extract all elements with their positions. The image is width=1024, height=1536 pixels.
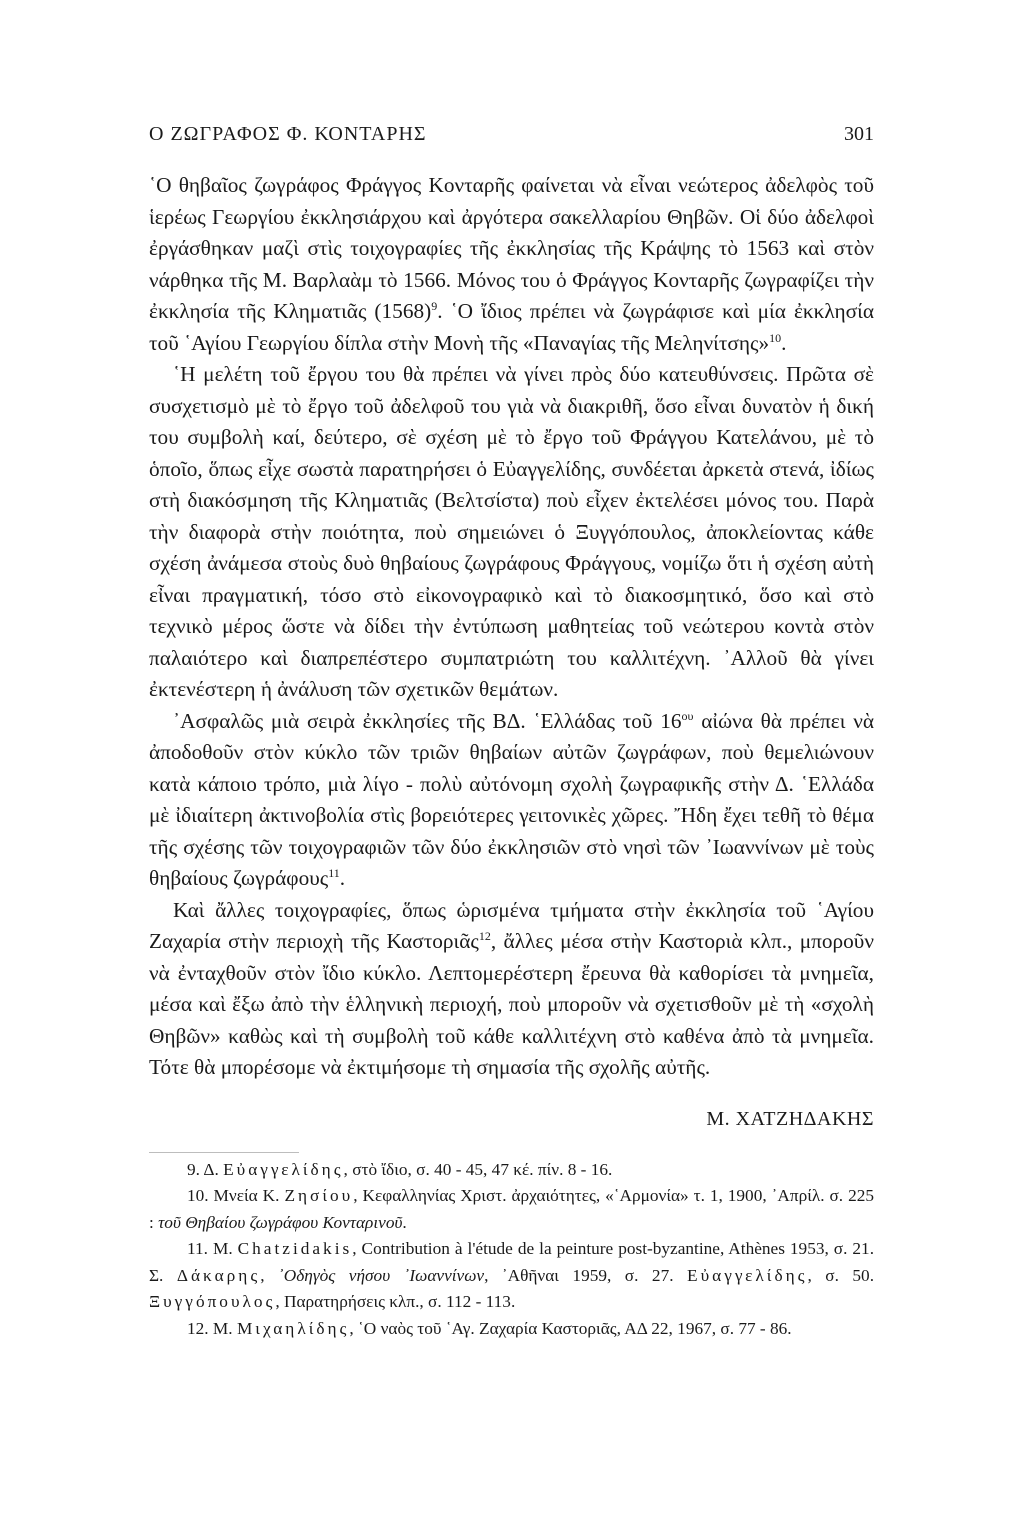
footnote-12-text: , ῾Ο ναὸς τοῦ ῾Αγ. Ζαχαρία Καστοριᾶς, ΑΔ 22, 1967, σ. 77 - 86.: [349, 1318, 792, 1338]
footnote-9-author: Εὐαγγελίδης: [223, 1159, 344, 1179]
century-superscript: ου: [681, 708, 694, 723]
footnote-10: [149, 1183, 874, 1236]
paragraph-1-text-a: ῾Ο θηβαῖος ζωγράφος Φράγγος Κονταρῆς φαίνεται νὰ εἶναι νεώτερος ἀδελφὸς τοῦ ἱερέως Γεωργίου ἐκκλησιάρχου καὶ ἀργότερα σακελλαρίου Θηβῶν. Οἱ δύο ἀδελφοὶ ἐργάσθηκαν μαζὶ στὶς τοιχογραφίες τῆς ἐκκλησίας τῆς Κράψης τὸ 1563 καὶ στὸν νάρθηκα τῆς Μ. Βαρλαὰμ τὸ 1566. Μόνος του ὁ Φράγγος Κονταρῆς ζωγραφίζει τὴν ἐκκλησία τῆς Κληματιᾶς (1568): [149, 173, 874, 323]
paragraph-1: [149, 170, 874, 359]
running-title: Ο ΖΩΓΡΑΦΟΣ Φ. ΚΟΝΤΑΡΗΣ: [149, 123, 427, 145]
footnote-12-author: Μιχαηλίδης: [236, 1318, 350, 1338]
footnote-divider: [149, 1152, 299, 1153]
footnote-ref-10: 10: [769, 330, 782, 345]
page-number: 301: [844, 123, 874, 145]
footnote-11: [149, 1236, 874, 1316]
footnote-11-text-4: , σ. 50.: [807, 1265, 875, 1285]
footnotes: [149, 1157, 874, 1343]
footnote-9: [149, 1157, 874, 1184]
paragraph-4-text-b: , ἄλλες μέσα στὴν Καστοριὰ κλπ., μποροῦν νὰ ἐνταχθοῦν στὸν ἴδιο κύκλο. Λεπτομερέστερη ἔρευνα θὰ καθορίσει τὰ μνημεῖα, μέσα καὶ ἔξω ἀπὸ τὴν ἑλληνικὴ περιοχή, ποὺ μποροῦν νὰ σχετισθοῦν μὲ τὴ «σχολὴ Θηβῶν» καθὼς καὶ τὴ συμβολὴ τοῦ κάθε καλλιτέχνη στὸ καθένα ἀπὸ τὰ μνημεῖα. Τότε θὰ μπορέσομε νὰ ἐκτιμήσομε τὴ σημασία τῆς σχολῆς αὐτῆς.: [149, 929, 874, 1079]
footnote-11-author-4: Ξυγγόπουλος: [149, 1292, 276, 1311]
footnote-10-italic: τοῦ Θηβαίου ζωγράφου Κονταρινοῦ: [158, 1212, 403, 1232]
footnote-11-end: , Παρατηρήσεις κλπ., σ. 112 - 113.: [275, 1292, 516, 1311]
paragraph-3: [149, 706, 874, 895]
paragraph-1-text-b: . ῾Ο ἴδιος πρέπει νὰ ζωγράφισε καὶ μία ἐκκλησία τοῦ ῾Αγίου Γεωργίου δίπλα στὴν Μονὴ τῆς «Παναγίας τῆς Μεληνίτσης»: [149, 299, 875, 355]
paragraph-1-text-c: .: [781, 330, 787, 355]
footnote-11-text-2: ,: [260, 1265, 278, 1285]
footnote-11-author-2: Δάκαρης: [176, 1265, 261, 1285]
footnote-11-author-3: Εὐαγγελίδης: [687, 1265, 808, 1285]
footnote-9-text: , στὸ ἴδιο, σ. 40 - 45, 47 κέ. πίν. 8 - 16.: [343, 1159, 613, 1179]
footnote-10-text: , Κεφαλληνίας Χριστ. ἀρχαιότητες, «῾Αρμονία» τ. 1, 1900, ᾿Απρίλ. σ. 225 :: [149, 1186, 875, 1232]
paragraph-2: ῾Η μελέτη τοῦ ἔργου του θὰ πρέπει νὰ γίνει πρὸς δύο κατευθύνσεις. Πρῶτα σὲ συσχετισμὸ μὲ τὸ ἔργο τοῦ ἀδελφοῦ του γιὰ νὰ διακριθῆ, ὅσο εἶναι δυνατὸν ἡ δική του συμβολὴ καί, δεύτερο, σὲ σχέση μὲ τὸ ἔργο τοῦ Φράγγου Κατελάνου, μὲ τὸ ὁποῖο, ὅπως εἶχε σωστὰ παρατηρήσει ὁ Εὐαγγελίδης, συνδέεται ἀρκετὰ στενά, ἰδίως στὴ διακόσμηση τῆς Κληματιᾶς (Βελτσίστα) ποὺ εἶχεν ἐκτελέσει μόνος του. Παρὰ τὴν διαφορὰ στὴν ποιότητα, ποὺ σημειώνει ὁ Ξυγγόπουλος, ἀποκλείοντας κάθε σχέση ἀνάμεσα στοὺς δυὸ θηβαίους ζωγράφους Φράγγους, νομίζω ὅτι ἡ σχέση αὐτὴ εἶναι πραγματική, τόσο στὸ εἰκονογραφικὸ καὶ τὸ διακοσμητικό, ὅσο καὶ στὸ τεχνικὸ μέρος ὥστε νὰ δίδει τὴν ἐντύπωση μαθητείας τοῦ νεώτερου κοντὰ στὸν παλαιότερο καὶ διαπρεπέστερο συμπατριώτη του καλλιτέχνη. ᾿Αλλοῦ θὰ γίνει ἐκτενέστερη ἡ ἀνάλυση τῶν σχετικῶν θεμάτων.: [149, 362, 874, 701]
paragraph-3-text-b: αἰώνα θὰ πρέπει νὰ ἀποδοθοῦν στὸν κύκλο τῶν τριῶν θηβαίων αὐτῶν ζωγράφων, ποὺ θεμελιώνουν κατὰ κάποιο τρόπο, μιὰ λίγο - πολὺ αὐτόνομη σχολὴ ζωγραφικῆς στὴν Δ. ῾Ελλάδα μὲ ἰδιαίτερη ἀκτινοβολία στὶς βορειότερες γειτονικὲς χῶρες. Ἤδη ἔχει τεθῆ τὸ θέμα τῆς σχέσης τῶν τοιχογραφιῶν τῶν δύο ἐκκλησιῶν στὸ νησὶ τῶν ᾿Ιωαννίνων μὲ τοὺς θηβαίους ζωγράφους: [149, 708, 874, 890]
footnote-11-italic: ᾿Οδηγὸς νήσου ᾿Ιωαννίνων: [278, 1265, 485, 1285]
footnote-ref-11: 11: [328, 866, 340, 880]
footnote-11-number: 11. Μ.: [187, 1239, 233, 1258]
running-head: [149, 120, 874, 148]
footnote-ref-9: 9: [431, 299, 438, 313]
footnote-11-text-3: , ᾿Αθῆναι 1959, σ. 27.: [484, 1265, 674, 1285]
author-signature: Μ. ΧΑΤΖΗΔΑΚΗΣ: [706, 1107, 874, 1130]
paragraph-3-text-a: ᾿Ασφαλῶς μιὰ σειρὰ ἐκκλησίες τῆς ΒΔ. ῾Ελλάδας τοῦ 16: [173, 708, 682, 733]
footnote-12-number: 12. Μ.: [187, 1318, 233, 1338]
footnote-9-number: 9. Δ.: [187, 1159, 219, 1179]
paragraph-4-text-a: Καὶ ἄλλες τοιχογραφίες, ὅπως ὡρισμένα τμήματα στὴν ἐκκλησία τοῦ ῾Αγίου Ζαχαρία στὴν περιοχὴ τῆς Καστοριᾶς: [149, 897, 874, 953]
paragraph-4: [149, 895, 874, 1084]
footnote-ref-12: 12: [478, 929, 491, 943]
body-text: [149, 170, 874, 1084]
footnote-12: [149, 1316, 874, 1343]
footnote-11-text-1: , Contribution à l'étude de la peinture post-byzantine, Athènes 1953, σ. 21. Σ.: [149, 1239, 875, 1285]
footnote-10-end: .: [402, 1212, 407, 1232]
footnote-10-author: Ζησίου: [284, 1186, 354, 1205]
document-page: [149, 120, 874, 1342]
footnote-11-author-1: Chatzidakis: [237, 1239, 353, 1258]
paragraph-3-text-c: .: [339, 866, 346, 890]
footnote-10-number: 10. Μνεία Κ.: [187, 1186, 280, 1205]
